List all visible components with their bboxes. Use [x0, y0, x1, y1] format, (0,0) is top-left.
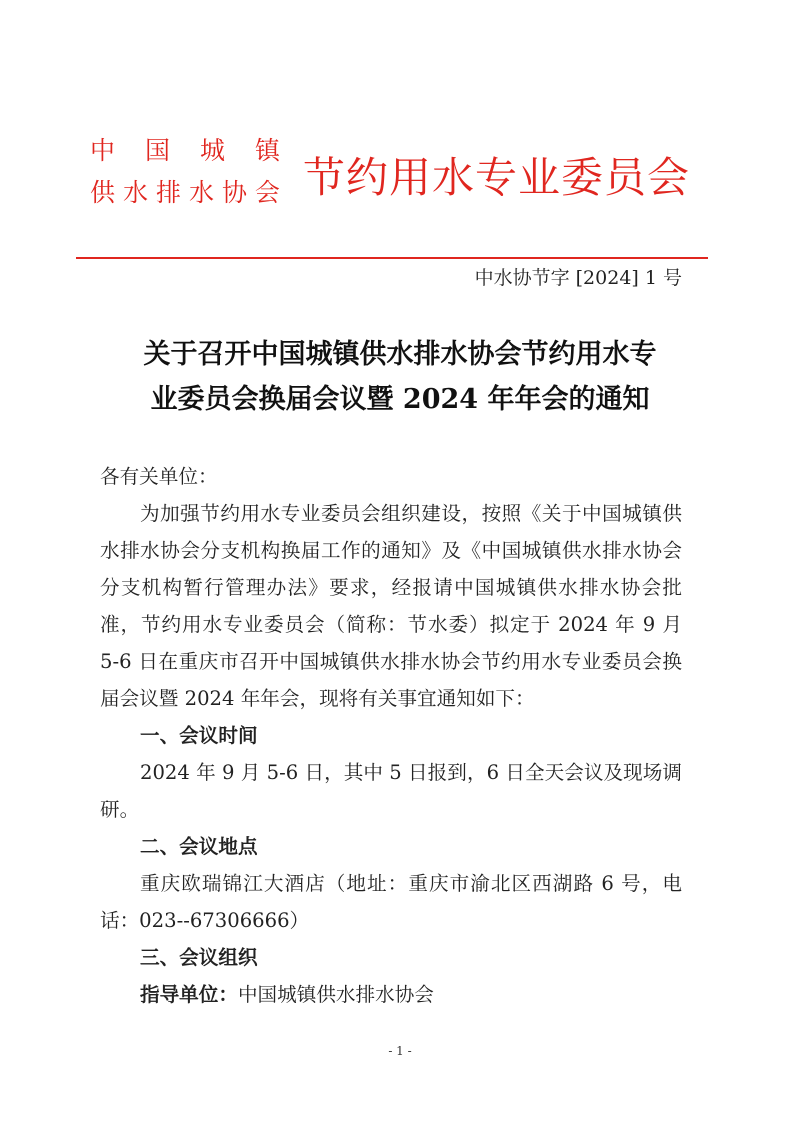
letterhead-committee-name: 节约用水专业委员会	[303, 153, 691, 202]
org-char: 会	[254, 178, 280, 207]
org-char: 供	[90, 178, 116, 207]
org-char: 排	[155, 178, 181, 207]
section-heading-venue: 二、会议地点	[140, 835, 258, 858]
org-char: 城	[199, 136, 225, 165]
letterhead-org-line1	[90, 136, 280, 166]
page-number: - 1 -	[388, 1044, 412, 1058]
section-text-time: 2024 年 9 月 5-6 日，其中 5 日报到，6 日全天会议及现场调研。	[100, 761, 682, 821]
guiding-unit-value: 中国城镇供水排水协会	[237, 983, 434, 1006]
document-title	[80, 332, 720, 422]
org-char: 协	[221, 178, 247, 207]
org-char: 镇	[254, 136, 280, 165]
org-char: 中	[90, 136, 116, 165]
section-heading-time: 一、会议时间	[140, 724, 258, 747]
intro-paragraph: 为加强节约用水专业委员会组织建设，按照《关于中国城镇供水排水协会分支机构换届工作的通知》及《中国城镇供水排水协会分支机构暂行管理办法》要求，经报请中国城镇供水排水协会批准，节约用水专业委员会（简称：节水委）拟定于 2024 年 9 月 5-6 日在重庆市召开中国城镇供水排水协会节约用水专业委员会换届会议暨 2024 年年会，现将有关事宜通知如下：	[100, 502, 682, 710]
section-text-organization	[100, 976, 682, 1013]
org-char: 水	[122, 178, 148, 207]
title-line-1: 关于召开中国城镇供水排水协会节约用水专	[143, 339, 657, 370]
document-number: 中水协节字 [2024] 1 号	[474, 267, 682, 289]
org-char: 水	[188, 178, 214, 207]
section-heading-organization: 三、会议组织	[140, 946, 258, 969]
section-text-venue: 重庆欧瑞锦江大酒店（地址：重庆市渝北区西湖路 6 号，电话：023--67306666）	[100, 872, 682, 932]
org-char: 国	[144, 136, 170, 165]
title-line-2: 业委员会换届会议暨 2024 年年会的通知	[150, 384, 650, 415]
salutation: 各有关单位：	[100, 465, 218, 488]
guiding-unit-label: 指导单位：	[140, 983, 238, 1006]
letterhead-divider	[76, 257, 708, 259]
letterhead-org-line2	[90, 178, 280, 208]
document-body	[100, 458, 682, 1013]
